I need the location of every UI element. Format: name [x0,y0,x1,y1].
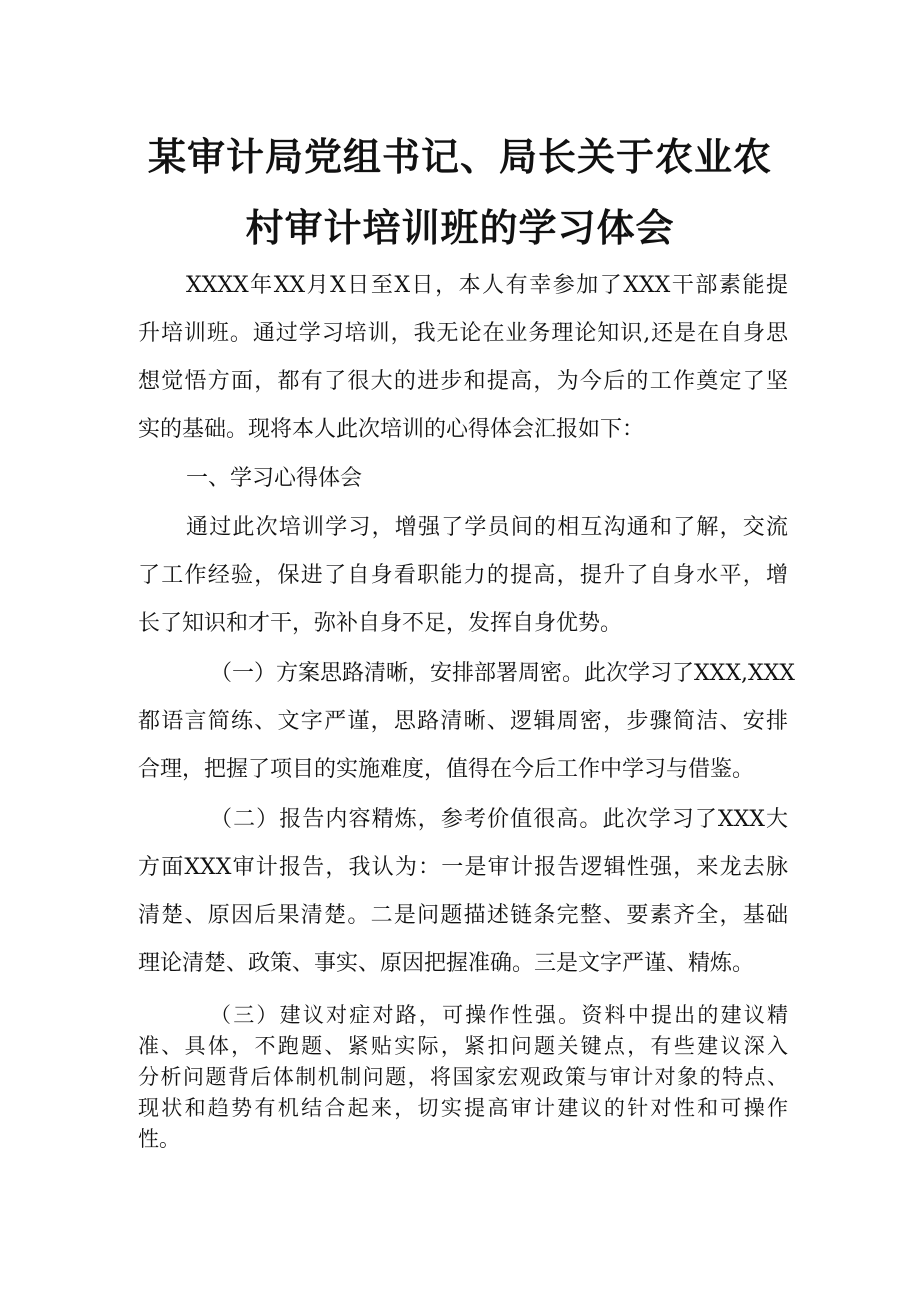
paragraph-line: 现状和趋势有机结合起来，切实提高审计建议的针对性和可操作 [138,1096,788,1120]
paragraph-line: 长了知识和才干，弥补自身不足，发挥自身优势。 [138,611,623,636]
paragraph-line: （二）报告内容精炼，参考价值很高。此次学习了XXX大 [210,807,788,832]
paragraph-line: 合理，把握了项目的实施难度，值得在今后工作中学习与借鉴。 [138,757,755,782]
paragraph-line: （一）方案思路清晰，安排部署周密。此次学习了XXX,XXX [210,661,795,686]
paragraph-line: 清楚、原因后果清楚。二是问题描述链条完整、要素齐全，基础 [138,903,788,928]
paragraph-line: 都语言简练、文字严谨，思路清晰、逻辑周密，步骤简洁、安排 [138,709,788,734]
paragraph-line: 了工作经验，保进了自身看职能力的提高，提升了自身水平，增 [138,563,788,588]
paragraph-line: 实的基础。现将本人此次培训的心得体会汇报如下： [138,417,645,442]
paragraph-line: 理论清楚、政策、事实、原因把握准确。三是文字严谨、精炼。 [138,951,755,976]
paragraph-line: 准、具体，不跑题、紧贴实际，紧扣问题关键点，有些建议深入 [138,1034,788,1058]
paragraph-line: 性。 [138,1127,180,1151]
document-title-line-2: 村审计培训班的学习体会 [245,206,675,250]
section-heading: 一、学习心得体会 [186,466,363,491]
paragraph-line: （三）建议对症对路，可操作性强。资料中提出的建议精 [210,1003,788,1027]
paragraph-line: 想觉悟方面，都有了很大的进步和提高，为今后的工作奠定了坚 [138,369,788,394]
paragraph-line: 方面XXX审计报告，我认为：一是审计报告逻辑性强，来龙去脉 [138,855,788,880]
paragraph-line: 分析问题背后体制机制问题，将国家宏观政策与审计对象的特点、 [138,1065,788,1089]
document-title-line-1: 某审计局党组书记、局长关于农业农 [147,135,772,179]
paragraph-line: 通过此次培训学习，增强了学员间的相互沟通和了解，交流 [186,515,788,540]
paragraph-line: 升培训班。通过学习培训，我无论在业务理论知识,还是在自身思 [138,321,788,346]
paragraph-line: XXXX年XX月X日至X日，本人有幸参加了XXX干部素能提 [186,273,788,298]
